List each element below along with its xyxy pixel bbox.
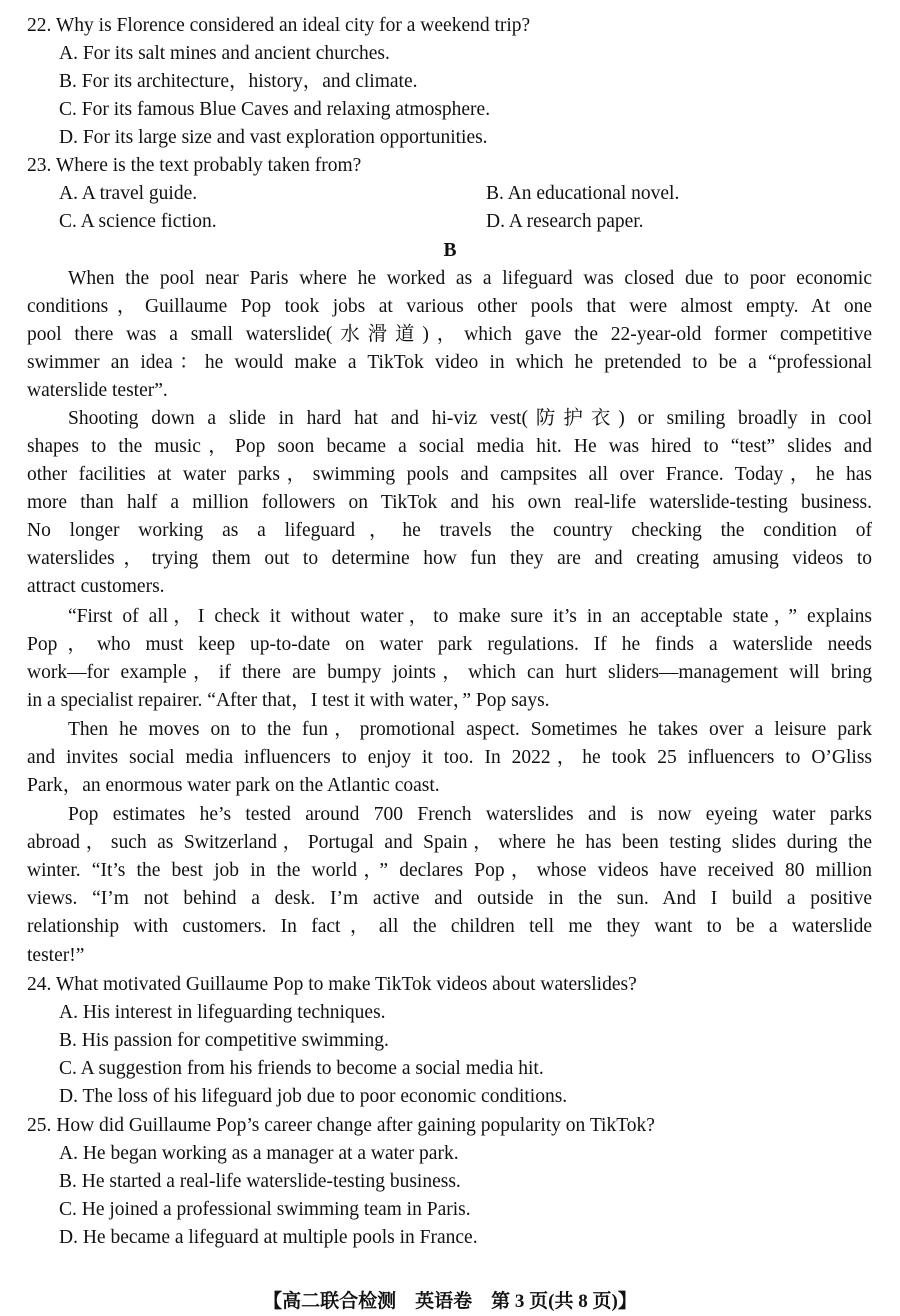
passage-line: “First of all，I check it without water，to make sure it’s in an acceptable state，” explains: [68, 606, 872, 627]
passage-line: more than half a million followers on TikTok and his own real-life waterslide-testing business.: [27, 492, 872, 513]
passage-line: work—for example，if there are bumpy joints，which can hurt sliders—management will bring: [27, 662, 872, 683]
question-22-option-c: C. For its famous Blue Caves and relaxing atmosphere.: [59, 99, 491, 120]
passage-line: pool there was a small waterslide(水滑道)，which gave the 22-year-old former competitive: [27, 324, 872, 345]
passage-line: Pop，who must keep up-to-date on water park regulations. If he finds a waterslide needs: [27, 634, 872, 655]
question-24-option-d: D. The loss of his lifeguard job due to poor economic conditions.: [59, 1086, 568, 1107]
question-24-option-b: B. His passion for competitive swimming.: [59, 1030, 389, 1051]
question-24-option-c: C. A suggestion from his friends to become a social media hit.: [59, 1058, 544, 1079]
question-22-option-b: B. For its architecture，history，and climate.: [59, 71, 418, 92]
passage-line: waterslide tester”.: [27, 380, 168, 401]
passage-line: waterslides，trying them out to determine how fun they are and creating amusing videos to: [27, 548, 872, 569]
section-heading: B: [443, 240, 457, 261]
question-25-option-d: D. He became a lifeguard at multiple pools in France.: [59, 1227, 478, 1248]
passage-line: relationship with customers. In fact，all the children tell me they want to be a waterslide: [27, 916, 872, 937]
passage-line: Park，an enormous water park on the Atlantic coast.: [27, 775, 440, 796]
question-23-option-c: C. A science fiction.: [59, 211, 217, 232]
passage-line: Pop estimates he’s tested around 700 French waterslides and is now eyeing water parks: [68, 804, 872, 825]
question-23-option-b: B. An educational novel.: [486, 183, 680, 204]
passage-line: and invites social media influencers to enjoy it too. In 2022，he took 25 influencers to O’Gliss: [27, 747, 872, 768]
passage-line: views. “I’m not behind a desk. I’m active and outside in the sun. And I build a positive: [27, 888, 872, 909]
passage-line: abroad，such as Switzerland，Portugal and Spain，where he has been testing slides during the: [27, 832, 872, 853]
passage-line: Shooting down a slide in hard hat and hi-viz vest(防护衣) or smiling broadly in cool: [68, 408, 872, 429]
question-25-option-b: B. He started a real-life waterslide-testing business.: [59, 1171, 461, 1192]
question-25-option-a: A. He began working as a manager at a water park.: [59, 1143, 459, 1164]
question-25-stem: 25. How did Guillaume Pop’s career change after gaining popularity on TikTok?: [27, 1115, 655, 1136]
question-25-option-c: C. He joined a professional swimming team in Paris.: [59, 1199, 471, 1220]
question-22-option-a: A. For its salt mines and ancient churches.: [59, 43, 390, 64]
question-24-option-a: A. His interest in lifeguarding techniques.: [59, 1002, 386, 1023]
passage-line: conditions，Guillaume Pop took jobs at various other pools that were almost empty. At one: [27, 296, 872, 317]
passage-line: shapes to the music，Pop soon became a social media hit. He was hired to “test” slides and: [27, 436, 872, 457]
passage-line: other facilities at water parks，swimming pools and campsites all over France. Today，he has: [27, 464, 872, 485]
question-23-option-d: D. A research paper.: [486, 211, 644, 232]
question-24-stem: 24. What motivated Guillaume Pop to make TikTok videos about waterslides?: [27, 974, 637, 995]
passage-line: winter. “It’s the best job in the world，” declares Pop，whose videos have received 80 million: [27, 860, 872, 881]
passage-line: swimmer an idea：he would make a TikTok video in which he pretended to be a “professional: [27, 352, 872, 373]
question-22-option-d: D. For its large size and vast exploration opportunities.: [59, 127, 488, 148]
passage-line: No longer working as a lifeguard，he travels the country checking the condition of: [27, 520, 872, 541]
passage-line: attract customers.: [27, 576, 165, 597]
question-22-stem: 22. Why is Florence considered an ideal city for a weekend trip?: [27, 15, 531, 36]
passage-line: tester!”: [27, 945, 85, 966]
question-23-option-a: A. A travel guide.: [59, 183, 198, 204]
passage-line: When the pool near Paris where he worked as a lifeguard was closed due to poor economic: [68, 268, 872, 289]
page-footer: 【高二联合检测 英语卷 第 3 页(共 8 页)】: [263, 1291, 637, 1312]
passage-line: in a specialist repairer. “After that，I test it with water，” Pop says.: [27, 690, 550, 711]
passage-line: Then he moves on to the fun，promotional aspect. Sometimes he takes over a leisure park: [68, 719, 872, 740]
question-23-stem: 23. Where is the text probably taken from?: [27, 155, 362, 176]
